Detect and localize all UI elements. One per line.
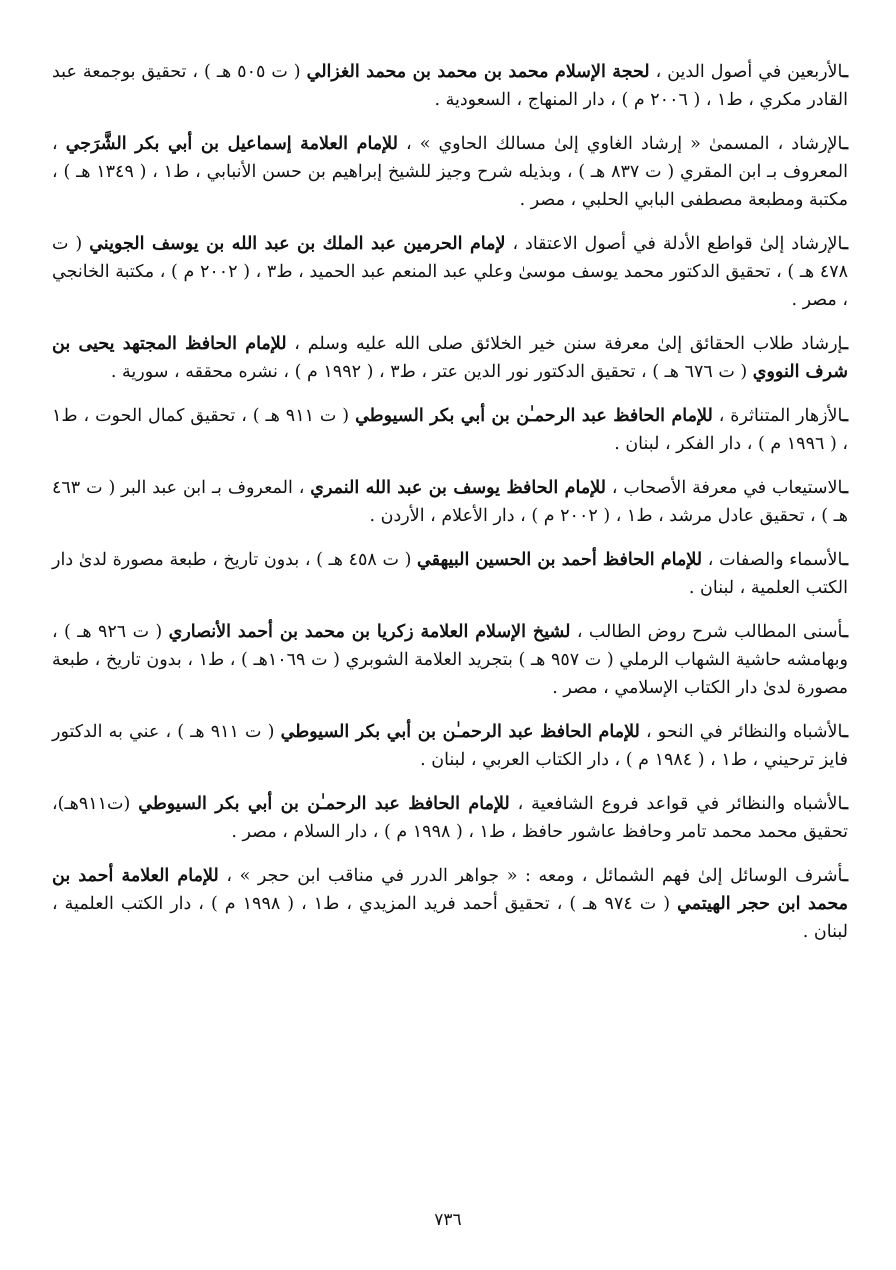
bibliography-entry bbox=[52, 474, 848, 530]
entry-author: للإمام الحافظ عبد الرحمـٰن بن أبي بكر السيوطي bbox=[355, 406, 713, 426]
entry-bullet: ـ bbox=[842, 866, 848, 886]
bibliography-entry bbox=[52, 790, 848, 846]
entry-bullet: ـ bbox=[842, 62, 848, 82]
entry-author: للإمام العلامة إسماعيل بن أبي بكر الشَّرَجي bbox=[65, 134, 398, 154]
entry-author: لشيخ الإسلام العلامة زكريا بن محمد بن أحمد الأنصاري bbox=[168, 622, 571, 642]
entry-details: ( ت ٤٥٨ هـ ) ، بدون تاريخ ، طبعة مصورة لدىٰ دار الكتب العلمية ، لبنان . bbox=[52, 550, 848, 598]
entry-author: للإمام الحافظ المجتهد يحيى بن شرف النووي bbox=[52, 334, 848, 382]
entry-title: الأسماء والصفات ، bbox=[702, 550, 843, 570]
entry-author: للإمام الحافظ عبد الرحمـٰن بن أبي بكر السيوطي bbox=[280, 722, 640, 742]
entry-title: الأربعين في أصول الدين ، bbox=[649, 62, 843, 82]
bibliography-entry bbox=[52, 718, 848, 774]
entry-bullet: ـ bbox=[842, 794, 848, 814]
entry-details: ( ت ٩١١ هـ ) ، عني به الدكتور فايز ترحيني ، ط١ ، ( ١٩٨٤ م ) ، دار الكتاب العربي ، لبنان . bbox=[52, 722, 848, 770]
entry-title: الاستيعاب في معرفة الأصحاب ، bbox=[605, 478, 843, 498]
bibliography-entry bbox=[52, 130, 848, 214]
entry-details: ( ت ٩٧٤ هـ ) ، تحقيق أحمد فريد المزيدي ، ط١ ، ( ١٩٩٨ م ) ، دار الكتب العلمية ، لبنان . bbox=[52, 894, 848, 942]
bibliography-page bbox=[52, 58, 848, 962]
bibliography-entry bbox=[52, 546, 848, 602]
entry-bullet: ـ bbox=[842, 234, 849, 254]
entry-author: للإمام الحافظ أحمد بن الحسين البيهقي bbox=[417, 550, 703, 570]
entry-title: إرشاد طلاب الحقائق إلىٰ معرفة سنن خير الخلائق صلى الله عليه وسلم ، bbox=[286, 334, 843, 354]
entry-bullet: ـ bbox=[842, 406, 849, 426]
entry-details: ، المعروف بـ ابن عبد البر ( ت ٤٦٣ هـ ) ، تحقيق عادل مرشد ، ط١ ، ( ٢٠٠٢ م ) ، دار الأعلام ، الأردن . bbox=[52, 478, 848, 526]
entry-bullet: ـ bbox=[842, 334, 848, 354]
entry-bullet: ـ bbox=[842, 134, 848, 154]
entry-title: أسنى المطالب شرح روض الطالب ، bbox=[570, 622, 843, 642]
entry-title: الإرشاد إلىٰ قواطع الأدلة في أصول الاعتقاد ، bbox=[505, 234, 843, 254]
bibliography-entry bbox=[52, 862, 848, 946]
entry-author: لحجة الإسلام محمد بن محمد بن محمد الغزالي bbox=[306, 62, 650, 82]
entry-title: أشرف الوسائل إلىٰ فهم الشمائل ، ومعه : « جواهر الدرر في مناقب ابن حجر » ، bbox=[218, 866, 843, 886]
entry-details: (ت٩١١هـ)، تحقيق محمد محمد تامر وحافظ عاشور حافظ ، ط١ ، ( ١٩٩٨ م ) ، دار السلام ، مصر . bbox=[52, 794, 848, 842]
entry-details: ( ت ٤٧٨ هـ ) ، تحقيق الدكتور محمد يوسف موسىٰ وعلي عبد المنعم عبد الحميد ، ط٣ ، ( ٢٠٠٢ م ) ، مكتبة الخانجي ، مصر . bbox=[52, 234, 849, 310]
entry-details: ( ت ٦٧٦ هـ ) ، تحقيق الدكتور نور الدين عتر ، ط٣ ، ( ١٩٩٢ م ) ، نشره محققه ، سورية . bbox=[110, 362, 753, 382]
entry-details: ( ت ٥٠٥ هـ ) ، تحقيق بوجمعة عبد القادر مكري ، ط١ ، ( ٢٠٠٦ م ) ، دار المنهاج ، السعودية . bbox=[52, 62, 848, 110]
entry-bullet: ـ bbox=[842, 550, 848, 570]
entry-author: للإمام الحافظ يوسف بن عبد الله النمري bbox=[310, 478, 606, 498]
entry-author: لإمام الحرمين عبد الملك بن عبد الله بن يوسف الجويني bbox=[89, 234, 506, 254]
page-number: ٧٣٦ bbox=[434, 1210, 462, 1230]
entry-author: للإمام الحافظ عبد الرحمـٰن بن أبي بكر السيوطي bbox=[138, 794, 510, 814]
entry-bullet: ـ bbox=[842, 478, 848, 498]
entry-title: الإرشاد ، المسمىٰ « إرشاد الغاوي إلىٰ مسالك الحاوي » ، bbox=[397, 134, 843, 154]
bibliography-entry bbox=[52, 330, 848, 386]
entry-bullet: ـ bbox=[842, 622, 848, 642]
bibliography-entry bbox=[52, 618, 848, 702]
entry-title: الأشباه والنظائر في النحو ، bbox=[639, 722, 843, 742]
entry-details: ( ت ٩١١ هـ ) ، تحقيق كمال الحوت ، ط١ ، ( ١٩٩٦ م ) ، دار الفكر ، لبنان . bbox=[52, 406, 848, 454]
entry-bullet: ـ bbox=[842, 722, 848, 742]
entry-details: ، المعروف بـ ابن المقري ( ت ٨٣٧ هـ ) ، وبذيله شرح وجيز للشيخ إبراهيم بن حسن الأنبابي ، ط١ ، ( ١٣٤٩ هـ ) ، مكتبة ومطبعة مصطفى البابي الحلبي ، مصر . bbox=[52, 134, 848, 210]
bibliography-entry bbox=[52, 402, 848, 458]
bibliography-entry bbox=[52, 58, 848, 114]
bibliography-entry bbox=[52, 230, 848, 314]
entry-author: للإمام العلامة أحمد بن محمد ابن حجر الهيتمي bbox=[52, 866, 849, 914]
entry-title: الأزهار المتناثرة ، bbox=[712, 406, 843, 426]
entry-title: الأشباه والنظائر في قواعد فروع الشافعية ، bbox=[509, 794, 843, 814]
entry-details: ( ت ٩٢٦ هـ ) ، وبهامشه حاشية الشهاب الرملي ( ت ٩٥٧ هـ ) بتجريد العلامة الشوبري ( ت ١٠٦٩هـ ) ، ط١ ، بدون تاريخ ، طبعة مصورة لدىٰ دار الكتاب الإسلامي ، مصر . bbox=[52, 622, 848, 698]
